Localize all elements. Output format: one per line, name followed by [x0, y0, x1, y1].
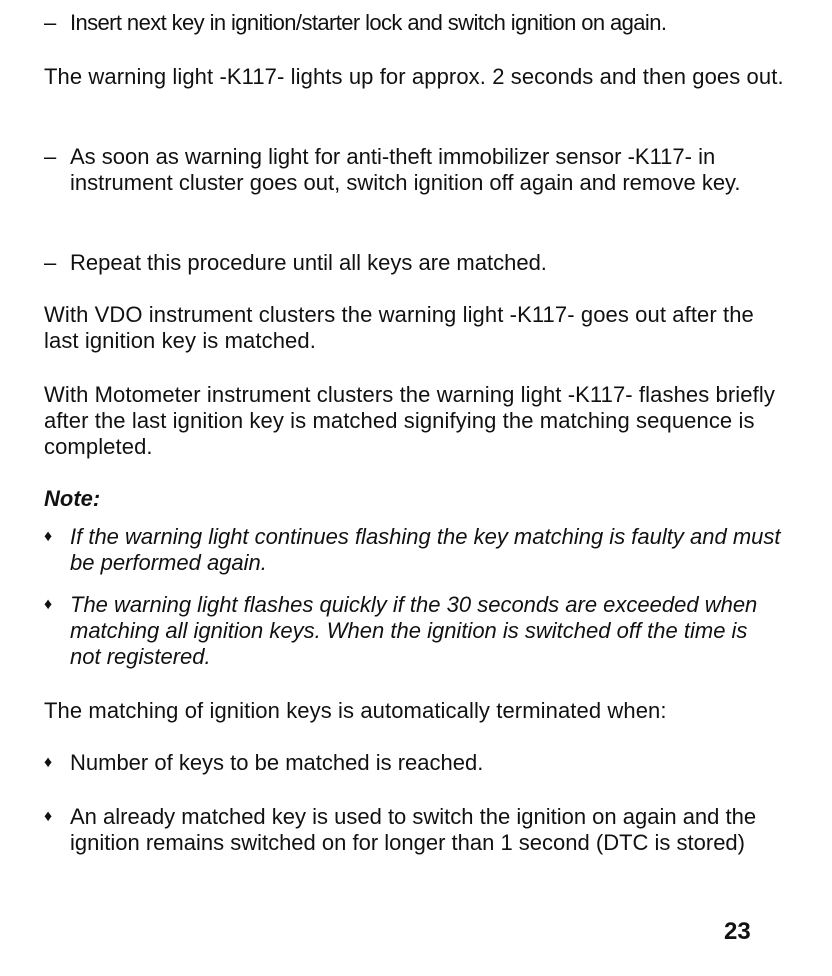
paragraph-termination: The matching of ignition keys is automatically terminated when: [44, 698, 667, 723]
note-item-text: If the warning light continues flashing the key matching is faulty and must be performed again. [70, 524, 781, 575]
paragraph-warning-light: The warning light -K117- lights up for approx. 2 seconds and then goes out. [44, 64, 784, 89]
termination-item-text: An already matched key is used to switch the ignition on again and the ignition remains switched on for longer than 1 second (DTC is stored) [70, 804, 757, 855]
diamond-bullet-icon: ♦ [44, 754, 53, 771]
page-number: 23 [724, 918, 751, 945]
note-item-text: The warning light flashes quickly if the 30 seconds are exceeded when matching all ignition keys. When the ignition is switched off the time is not registered. [70, 592, 758, 669]
paragraph-motometer-clusters: With Motometer instrument clusters the warning light -K117- flashes briefly after the last ignition key is matched signifying the matching sequence is completed. [44, 382, 775, 459]
termination-item-text: Number of keys to be matched is reached. [70, 750, 484, 775]
step-text: As soon as warning light for anti-theft immobilizer sensor -K117- in instrument cluster goes out, switch ignition off again and remove key. [70, 144, 741, 195]
dash-marker: – [44, 144, 57, 169]
diamond-bullet-icon: ♦ [44, 808, 53, 825]
note-heading: Note: [44, 486, 101, 511]
step-text: Repeat this procedure until all keys are matched. [70, 250, 547, 275]
dash-marker: – [44, 10, 57, 35]
dash-marker: – [44, 250, 57, 275]
diamond-bullet-icon: ♦ [44, 528, 53, 545]
step-text: Insert next key in ignition/starter lock and switch ignition on again. [70, 10, 667, 35]
paragraph-vdo-clusters: With VDO instrument clusters the warning light -K117- goes out after the last ignition key is matched. [44, 302, 754, 353]
diamond-bullet-icon: ♦ [44, 596, 53, 613]
manual-page [44, 0, 784, 976]
